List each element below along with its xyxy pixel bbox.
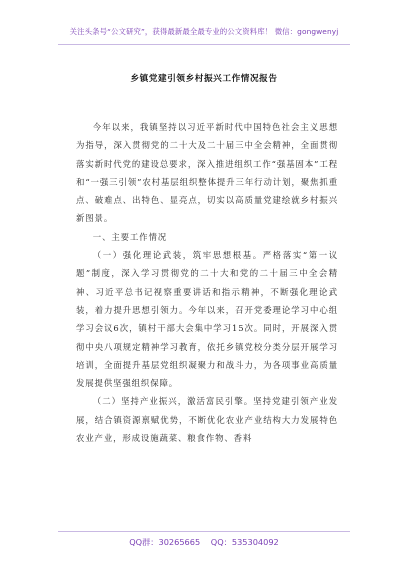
header-divider <box>58 44 350 45</box>
section-heading: 一、主要工作情况 <box>92 231 167 242</box>
footer-divider <box>58 531 350 532</box>
intro-paragraph: 今年以来，我镇坚持以习近平新时代中国特色社会主义思想为指导，深入贯彻党的二十大及二十届三中全会精神，全面贯彻落实新时代党的建设总要求，深入推进组织工作“强基固本”工程和“一强三引领”农村基层组织整体提升三年行动计划，聚焦抓重点、破难点、出特色、显亮点，切实以高质量党建绘就乡村振兴新图景。 <box>76 122 338 224</box>
footer-contact <box>0 537 408 548</box>
body-paragraph: （一）强化理论武装，筑牢思想根基。严格落实“第一议题”制度，深入学习贯彻党的二十大和党的二十届三中全会精神、习近平总书记视察重要讲话和指示精神，不断强化理论武装，着力提升思想引领力。今年以来，召开党委理论学习中心组学习会议6次，镇村干部大会集中学习15次。同时，开展深入贯彻中央八项规定精神学习教育，依托乡镇党校分类分层开展学习培训，全面提升基层党组织凝聚力和战斗力，为各项事业高质量发展提供坚强组织保障。 <box>76 250 338 389</box>
header-banner: 关注头条号“公文研究”，获得最新最全最专业的公文资料库！ 微信：gongwenyj <box>69 27 339 36</box>
document-body <box>76 118 338 447</box>
body-paragraph: （二）坚持产业振兴，激活富民引擎。坚持党建引领产业发展，结合镇资源禀赋优势，不断优化农业产业结构大力发展特色农业产业，形成设施蔬菜、粮食作物、香料 <box>76 396 338 444</box>
footer-qq: QQ：535304092 <box>210 537 279 547</box>
document-title: 乡镇党建引领乡村振兴工作情况报告 <box>130 74 278 84</box>
footer-qq-group: QQ群：30265665 <box>129 537 201 547</box>
